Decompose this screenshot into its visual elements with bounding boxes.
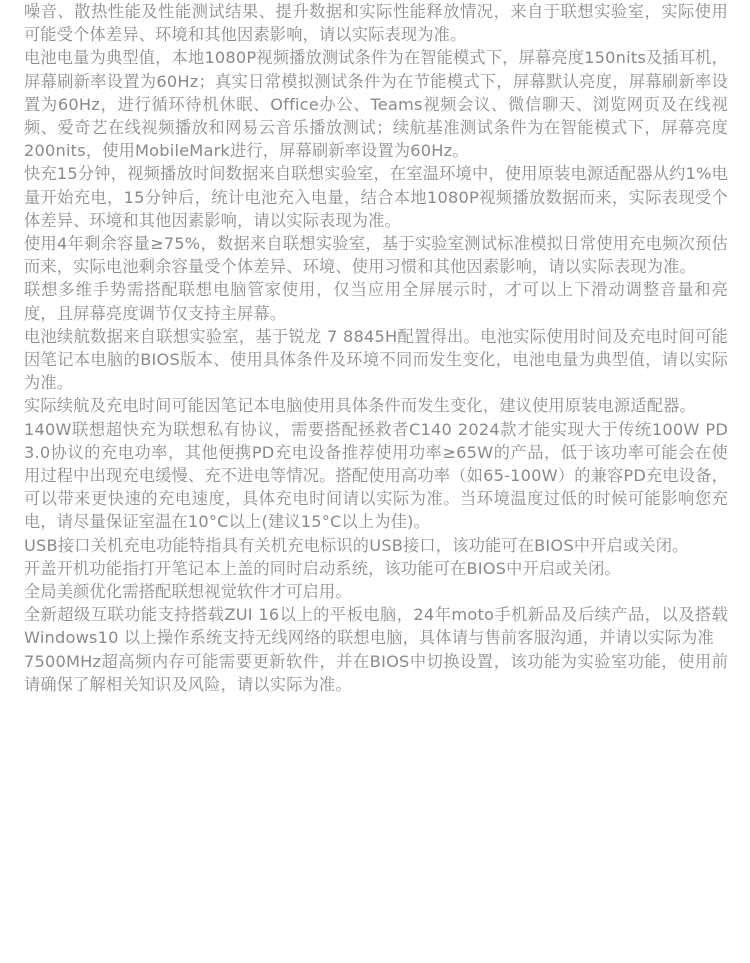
note-actual-battery-charging: 实际续航及充电时间可能因笔记本电脑使用具体条件而发生变化，建议使用原装电源适配器。 [24,396,696,416]
disclaimer-notes [24,0,728,696]
note-beauty-optimization: 全局美颜优化需搭配联想视觉软件才可启用。 [24,582,352,602]
note-battery-test-conditions: 电池电量为典型值，本地1080P视频播放测试条件为在智能模式下，屏幕亮度150nits及插耳机，屏幕刷新率设置为60Hz；真实日常模拟测试条件为在节能模式下，屏幕默认亮度，屏幕刷新率设置为60Hz，进行循环待机休眠、Office办公、Teams视频会议、微信聊天、浏览网页及在线视频、爱奇艺在线视频播放和网易云音乐播放测试；续航基准测试条件为在智能模式下，屏幕亮度200nits，使用MobileMark进行，屏幕刷新率设置为60Hz。 [24,48,728,161]
note-140w-super-fast-charge: 140W联想超快充为联想私有协议，需要搭配拯救者C140 2024款才能实现大于传统100W PD 3.0协议的充电功率，其他便携PD充电设备推荐使用功率≥65W的产品，低于该功率可能会在使用过程中出现充电缓慢、充不进电等情况。搭配使用高功率（如65-100W）的兼容PD充电设备，可以带来更快速的充电速度，具体充电时间请以实际为准。当环境温度过低的时候可能影响您充电，请尽量保证室温在10°C以上(建议15°C以上为佳)。 [24,419,728,532]
note-multi-gesture: 联想多维手势需搭配联想电脑管家使用，仅当应用全屏展示时，才可以上下滑动调整音量和亮度，且屏幕亮度调节仅支持主屏幕。 [24,280,728,323]
note-battery-life-data: 电池续航数据来自联想实验室，基于锐龙 7 8845H配置得出。电池实际使用时间及充电时间可能因笔记本电脑的BIOS版本、使用具体条件及环境不同而发生变化，电池电量为典型值，请以实际为准。 [24,326,728,393]
note-super-connectivity: 全新超级互联功能支持搭载ZUI 16以上的平板电脑，24年moto手机新品及后续产品，以及搭载Windows10 以上操作系统支持无线网络的联想电脑，具体请与售前客服沟通，并请以实际为准 [24,605,728,648]
note-usb-power-off-charging: USB接口关机充电功能特指具有关机充电标识的USB接口，该功能可在BIOS中开启或关闭。 [24,535,689,555]
note-7500mhz-memory: 7500MHz超高频内存可能需要更新软件，并在BIOS中切换设置，该功能为实验室功能，使用前请确保了解相关知识及风险，请以实际为准。 [24,651,728,694]
note-battery-capacity-4-years: 使用4年剩余容量≥75%，数据来自联想实验室，基于实验室测试标准模拟日常使用充电频次预估而来，实际电池剩余容量受个体差异、环境、使用习惯和其他因素影响，请以实际表现为准。 [24,234,728,277]
note-fast-charge-15min: 快充15分钟，视频播放时间数据来自联想实验室，在室温环境中，使用原装电源适配器从约1%电量开始充电，15分钟后，统计电池充入电量，结合本地1080P视频播放数据而来，实际表现受个体差异、环境和其他因素影响，请以实际表现为准。 [24,164,728,230]
note-noise-thermal: 噪音、散热性能及性能测试结果、提升数据和实际性能释放情况，来自于联想实验室，实际使用可能受个体差异、环境和其他因素影响，请以实际表现为准。 [24,2,728,45]
note-lid-open-power-on: 开盖开机功能指打开笔记本上盖的同时启动系统，该功能可在BIOS中开启或关闭。 [24,558,621,578]
